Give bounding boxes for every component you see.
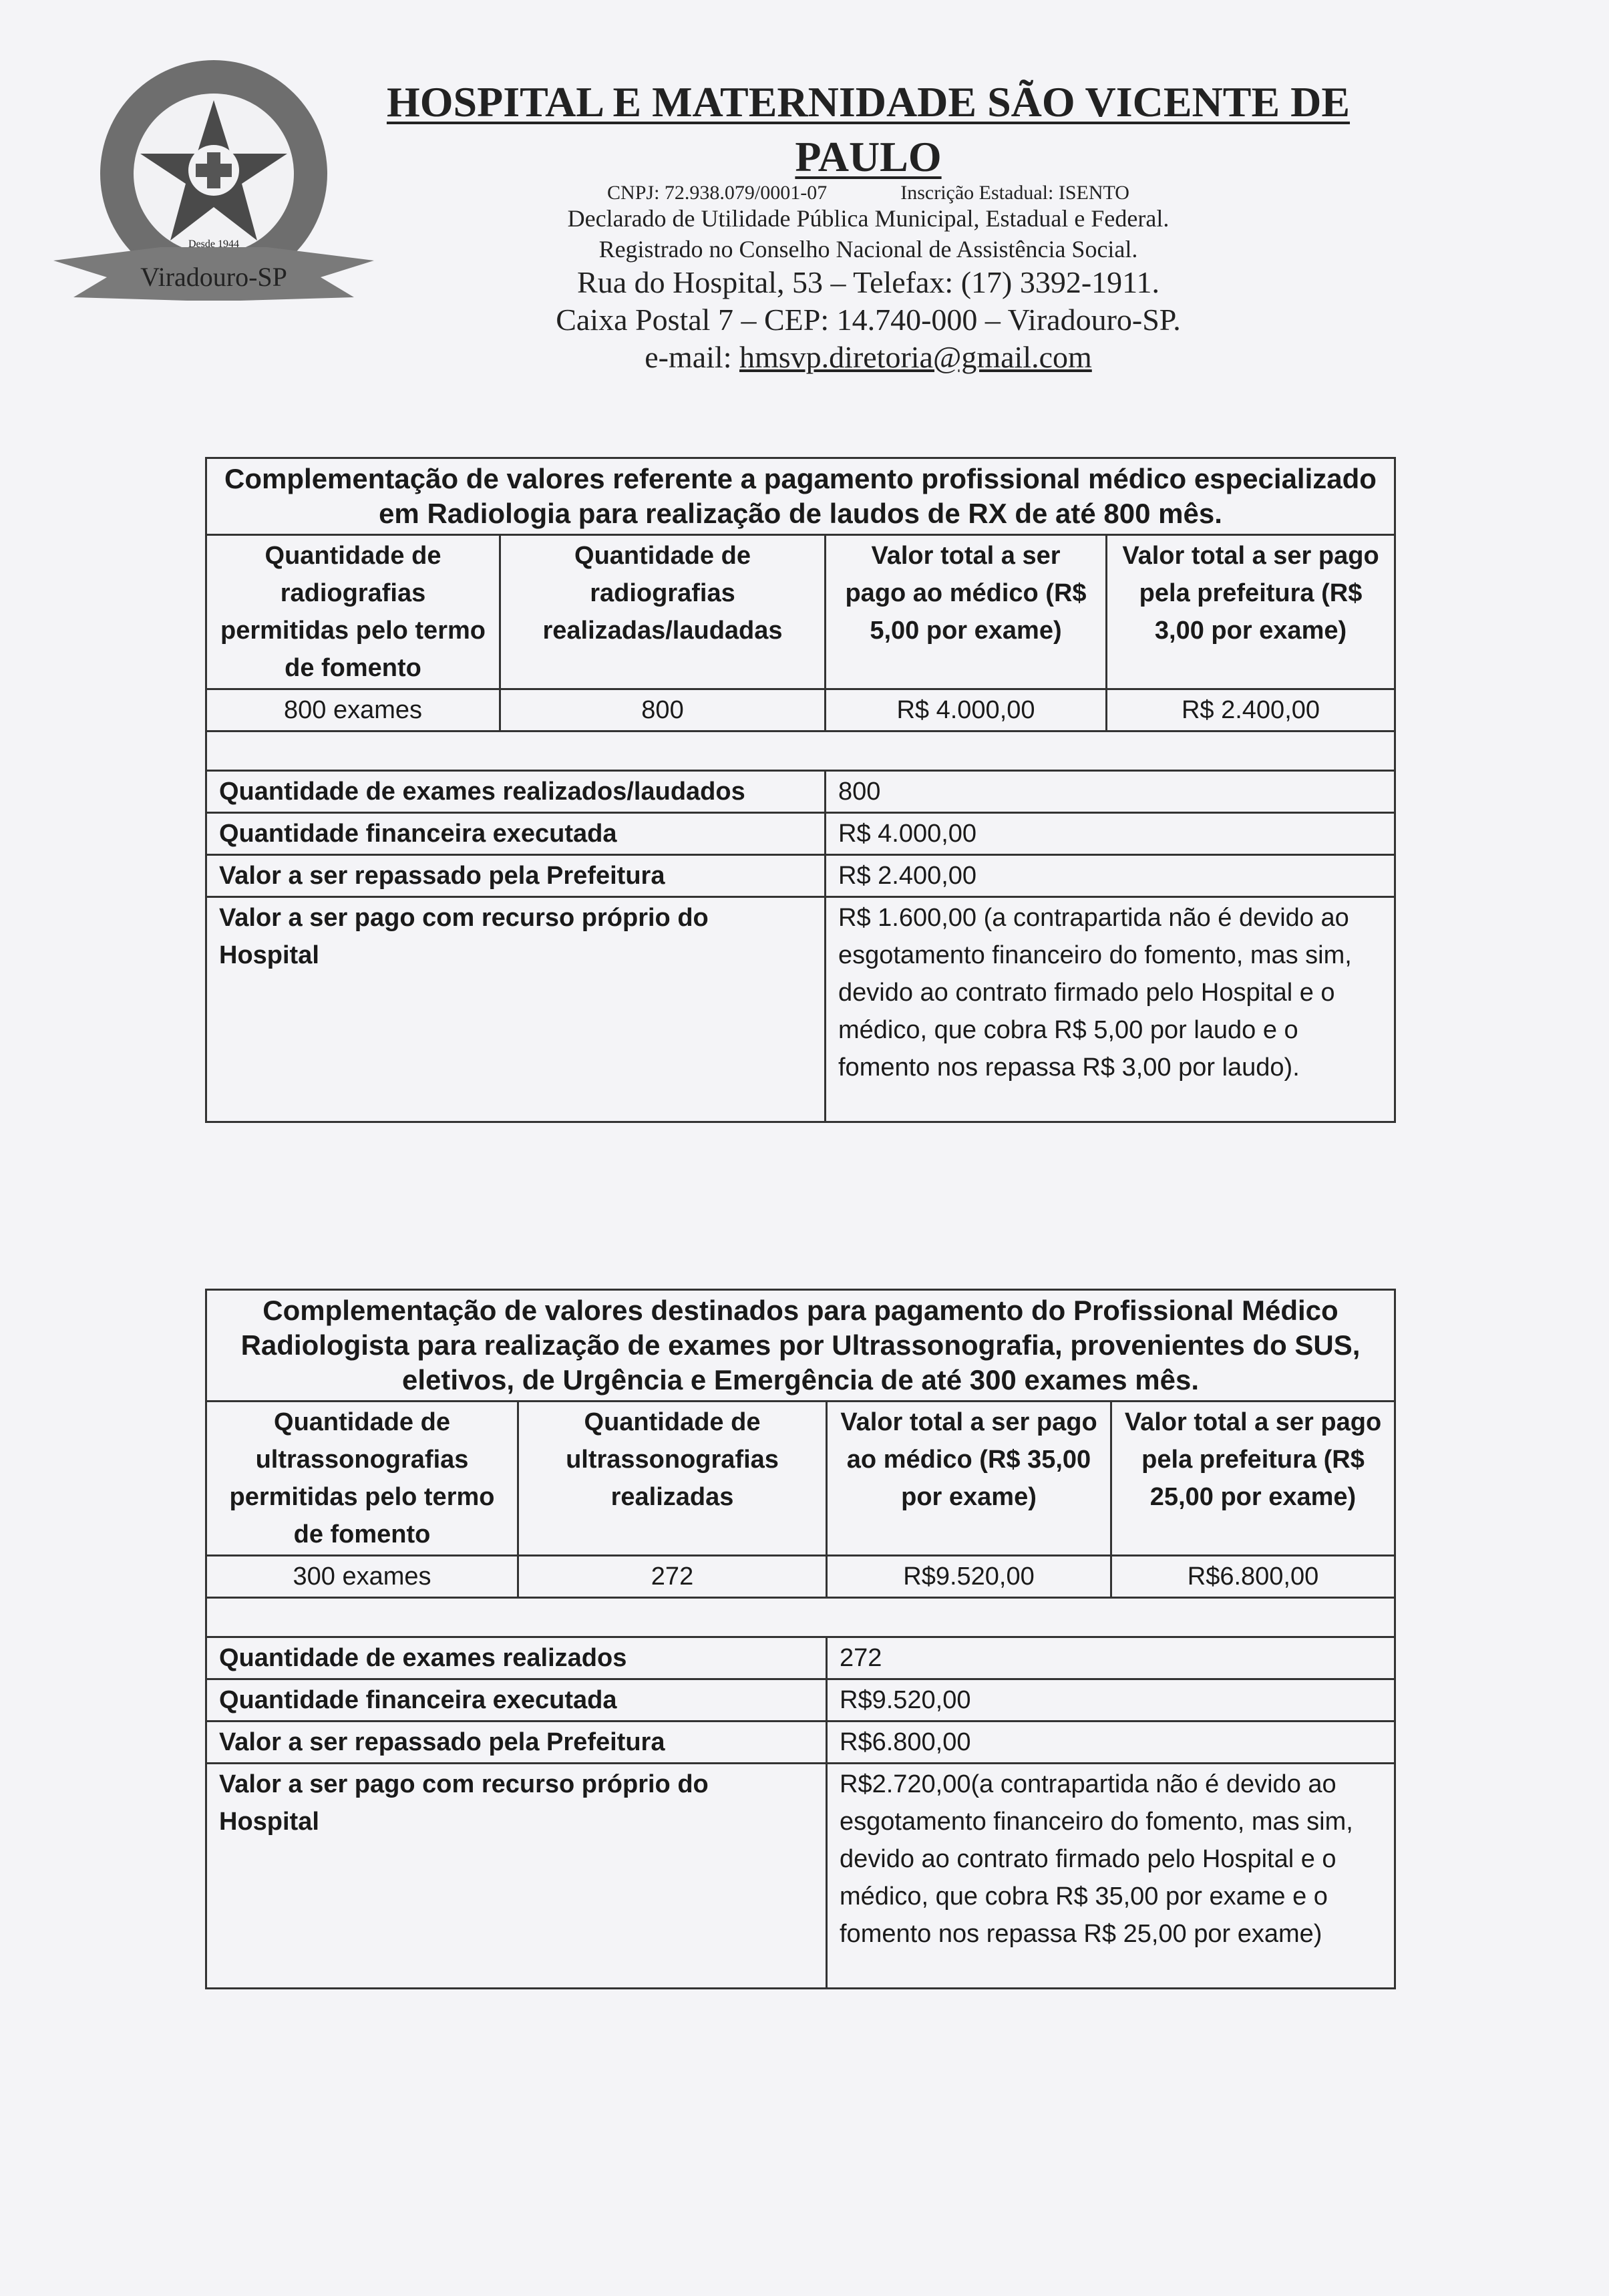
column-header: Valor total a ser pago pela prefeitura (R$ 25,00 por exame) bbox=[1111, 1402, 1395, 1556]
column-header: Quantidade de radiografias realizadas/laudadas bbox=[500, 535, 826, 689]
summary-value: R$ 4.000,00 bbox=[826, 813, 1395, 855]
registration-line: CNPJ: 72.938.079/0001-07 Inscrição Estadual: ISENTO bbox=[607, 182, 1129, 204]
table-row bbox=[206, 1556, 1395, 1598]
public-utility-line: Declarado de Utilidade Pública Municipal, Estadual e Federal. bbox=[567, 205, 1170, 232]
registry-line: Registrado no Conselho Nacional de Assistência Social. bbox=[598, 236, 1138, 263]
column-header: Quantidade de radiografias permitidas pelo termo de fomento bbox=[206, 535, 500, 689]
summary-value: R$ 1.600,00 (a contrapartida não é devido ao esgotamento financeiro do fomento, mas sim, devido ao contrato firmado pelo Hospital e o médico, que cobra R$ 5,00 por laudo e o fomento nos repassa R$ 3,00 por laudo). bbox=[826, 897, 1395, 1122]
cell: 800 bbox=[500, 689, 826, 731]
svg-text:Viradouro-SP: Viradouro-SP bbox=[140, 262, 287, 292]
summary-value: R$6.800,00 bbox=[827, 1721, 1395, 1764]
cell: 300 exames bbox=[206, 1556, 518, 1598]
spacer-row bbox=[206, 731, 1395, 771]
column-header: Valor total a ser pago pela prefeitura (R$ 3,00 por exame) bbox=[1107, 535, 1395, 689]
cell: R$6.800,00 bbox=[1111, 1556, 1395, 1598]
cell: R$9.520,00 bbox=[827, 1556, 1111, 1598]
summary-label: Valor a ser repassado pela Prefeitura bbox=[206, 1721, 827, 1764]
summary-label: Valor a ser pago com recurso próprio do Hospital bbox=[206, 1764, 827, 1989]
email-line: e-mail: hmsvp.diretoria@gmail.com bbox=[645, 340, 1092, 374]
column-header: Quantidade de ultrassonografias permitidas pelo termo de fomento bbox=[206, 1402, 518, 1556]
cell: 800 exames bbox=[206, 689, 500, 731]
svg-text:Desde 1944: Desde 1944 bbox=[188, 238, 239, 250]
summary-value: R$2.720,00(a contrapartida não é devido ao esgotamento financeiro do fomento, mas sim, devido ao contrato firmado pelo Hospital e o médico, que cobra R$ 35,00 por exame e o fomento nos repassa R$ 25,00 por exame) bbox=[827, 1764, 1395, 1989]
cell: R$ 2.400,00 bbox=[1107, 689, 1395, 731]
hospital-name: HOSPITAL E MATERNIDADE SÃO VICENTE DE PAULO bbox=[386, 78, 1351, 180]
address-line: Rua do Hospital, 53 – Telefax: (17) 3392-1911. bbox=[577, 265, 1159, 299]
column-header: Valor total a ser pago ao médico (R$ 5,00 por exame) bbox=[826, 535, 1107, 689]
table-title: Complementação de valores referente a pagamento profissional médico especializado em Radiologia para realização de laudos de RX de até 800 mês. bbox=[206, 458, 1395, 535]
column-header: Quantidade de ultrassonografias realizadas bbox=[518, 1402, 827, 1556]
radiology-table bbox=[205, 457, 1396, 1123]
cell: R$ 4.000,00 bbox=[826, 689, 1107, 731]
email-link[interactable]: hmsvp.diretoria@gmail.com bbox=[739, 340, 1092, 374]
summary-label: Valor a ser repassado pela Prefeitura bbox=[206, 855, 826, 897]
summary-label: Quantidade de exames realizados bbox=[206, 1637, 827, 1679]
table-title: Complementação de valores destinados para pagamento do Profissional Médico Radiologista para realização de exames por Ultrassonografia, provenientes do SUS, eletivos, de Urgência e Emergência de até 300 exames mês. bbox=[206, 1290, 1395, 1402]
column-header: Valor total a ser pago ao médico (R$ 35,00 por exame) bbox=[827, 1402, 1111, 1556]
ultrasound-table bbox=[205, 1289, 1396, 1989]
summary-value: R$ 2.400,00 bbox=[826, 855, 1395, 897]
summary-value: 800 bbox=[826, 771, 1395, 813]
cell: 272 bbox=[518, 1556, 827, 1598]
summary-value: R$9.520,00 bbox=[827, 1679, 1395, 1721]
summary-label: Quantidade de exames realizados/laudados bbox=[206, 771, 826, 813]
summary-value: 272 bbox=[827, 1637, 1395, 1679]
summary-label: Quantidade financeira executada bbox=[206, 1679, 827, 1721]
table-row bbox=[206, 689, 1395, 731]
spacer-row bbox=[206, 1598, 1395, 1637]
summary-label: Quantidade financeira executada bbox=[206, 813, 826, 855]
summary-label: Valor a ser pago com recurso próprio do Hospital bbox=[206, 897, 826, 1122]
postal-line: Caixa Postal 7 – CEP: 14.740-000 – Viradouro-SP. bbox=[556, 303, 1181, 337]
